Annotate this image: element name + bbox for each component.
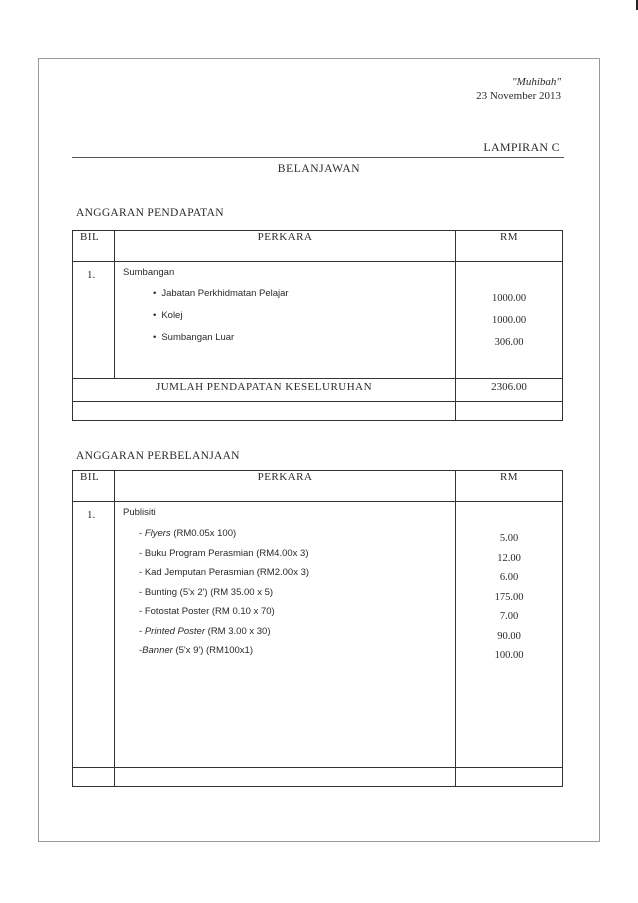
- expense-amounts-cell: [456, 502, 563, 768]
- expense-item-list: [123, 528, 455, 665]
- expense-col-rm: RM: [456, 471, 563, 502]
- expense-spacer-cell: [115, 768, 456, 787]
- list-item: • Kolej: [153, 310, 455, 332]
- income-total-row: [73, 379, 563, 402]
- income-item-list: [123, 288, 455, 354]
- expense-section-title: ANGGARAN PERBELANJAAN: [76, 450, 240, 462]
- expense-item-row: [73, 502, 563, 768]
- income-table: [72, 230, 563, 421]
- income-col-bil: BIL: [73, 231, 115, 262]
- income-total-amount: 2306.00: [456, 379, 563, 402]
- income-amount: 1000.00: [491, 293, 527, 304]
- income-row-number: 1.: [73, 262, 115, 379]
- income-col-rm: RM: [456, 231, 563, 262]
- expense-items-cell: [115, 502, 456, 768]
- expense-amount: 12.00: [497, 552, 521, 564]
- appendix-label: LAMPIRAN C: [483, 140, 560, 154]
- income-amounts-cell: [456, 262, 563, 379]
- income-section-title: ANGGARAN PENDAPATAN: [76, 207, 224, 219]
- expense-spacer-cell-bil: [73, 768, 115, 787]
- list-item: - Bunting (5'x 2') (RM 35.00 x 5): [139, 587, 455, 607]
- list-item: • Sumbangan Luar: [153, 332, 455, 354]
- expense-spacer-cell-rm: [456, 768, 563, 787]
- expense-amount: 7.00: [499, 611, 519, 622]
- expense-amount: 100.00: [494, 650, 524, 661]
- expense-spacer-row: [73, 768, 563, 787]
- income-total-label: JUMLAH PENDAPATAN KESELURUHAN: [73, 379, 456, 402]
- income-amount: 1000.00: [491, 315, 527, 326]
- document-title: BELANJAWAN: [277, 163, 361, 175]
- income-items-cell: [115, 262, 456, 379]
- expense-header-row: [73, 471, 563, 502]
- income-category: Sumbangan: [123, 267, 175, 278]
- income-col-perkara: PERKARA: [115, 231, 456, 262]
- expense-amount: 175.00: [494, 591, 524, 603]
- list-item: - Printed Poster (RM 3.00 x 30): [139, 626, 455, 646]
- list-item: - Kad Jemputan Perasmian (RM2.00x 3): [139, 567, 455, 587]
- expense-row-number: 1.: [73, 502, 115, 768]
- list-item: - Fotostat Poster (RM 0.10 x 70): [139, 606, 455, 626]
- list-item: - Flyers (RM0.05x 100): [139, 528, 455, 548]
- list-item: • Jabatan Perkhidmatan Pelajar: [153, 288, 455, 310]
- document-date: 23 November 2013: [476, 90, 561, 102]
- expense-category: Publisiti: [123, 507, 156, 518]
- income-spacer-row: [73, 402, 563, 421]
- list-item: - Banner (5'x 9') (RM100x1): [139, 645, 455, 665]
- list-item: - Buku Program Perasmian (RM4.00x 3): [139, 548, 455, 568]
- expense-amount: 90.00: [497, 630, 521, 642]
- income-item-row: [73, 262, 563, 379]
- expense-amount: 5.00: [499, 533, 519, 544]
- header-divider: [72, 157, 564, 158]
- income-header-row: [73, 231, 563, 262]
- expense-table: [72, 470, 563, 787]
- expense-amount: 6.00: [499, 572, 519, 583]
- income-spacer-cell: [73, 402, 456, 421]
- motto-text: "Muhibah": [512, 76, 561, 88]
- expense-col-perkara: PERKARA: [115, 471, 456, 502]
- expense-col-bil: BIL: [73, 471, 115, 502]
- income-spacer-cell-rm: [456, 402, 563, 421]
- income-amount: 306.00: [494, 337, 524, 348]
